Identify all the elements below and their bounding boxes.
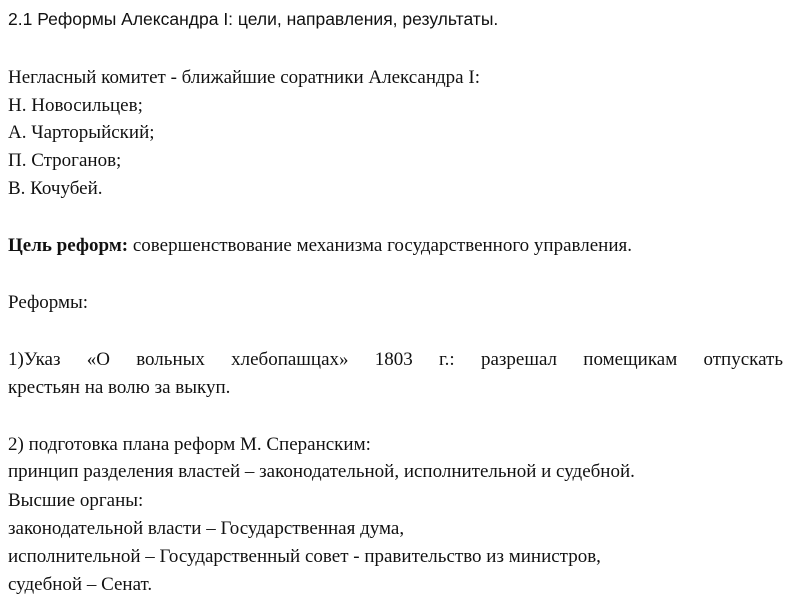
document-title: 2.1 Реформы Александра I: цели, направления, результаты. — [8, 9, 499, 29]
reform-goal — [8, 234, 632, 258]
reforms-heading: Реформы: — [8, 292, 89, 313]
committee-member: П. Строганов; — [8, 150, 122, 171]
reform-goal-text: совершенствование механизма государственного управления. — [128, 235, 632, 256]
committee-member: В. Кочубей. — [8, 178, 103, 199]
reform1-line: крестьян на волю за выкуп. — [8, 377, 231, 398]
reform2-line: исполнительной – Государственный совет - правительство из министров, — [8, 546, 601, 567]
reform-goal-label: Цель реформ: — [8, 235, 129, 256]
reform2-line: принцип разделения властей – законодательной, исполнительной и судебной. — [8, 461, 635, 482]
reform1-line: 1)Указ «О вольных хлебопашцах» 1803 г.: разрешал помещикам отпускать — [8, 349, 783, 370]
committee-member: Н. Новосильцев; — [8, 95, 143, 116]
reform2-line: Высшие органы: — [8, 490, 144, 511]
committee-member: А. Чарторыйский; — [8, 122, 155, 143]
reform2-line: 2) подготовка плана реформ М. Сперанским: — [8, 434, 371, 455]
reform2-line: судебной – Сенат. — [8, 574, 153, 595]
committee-heading: Негласный комитет - ближайшие соратники Александра I: — [8, 67, 480, 88]
reform2-line: законодательной власти – Государственная дума, — [8, 518, 405, 539]
